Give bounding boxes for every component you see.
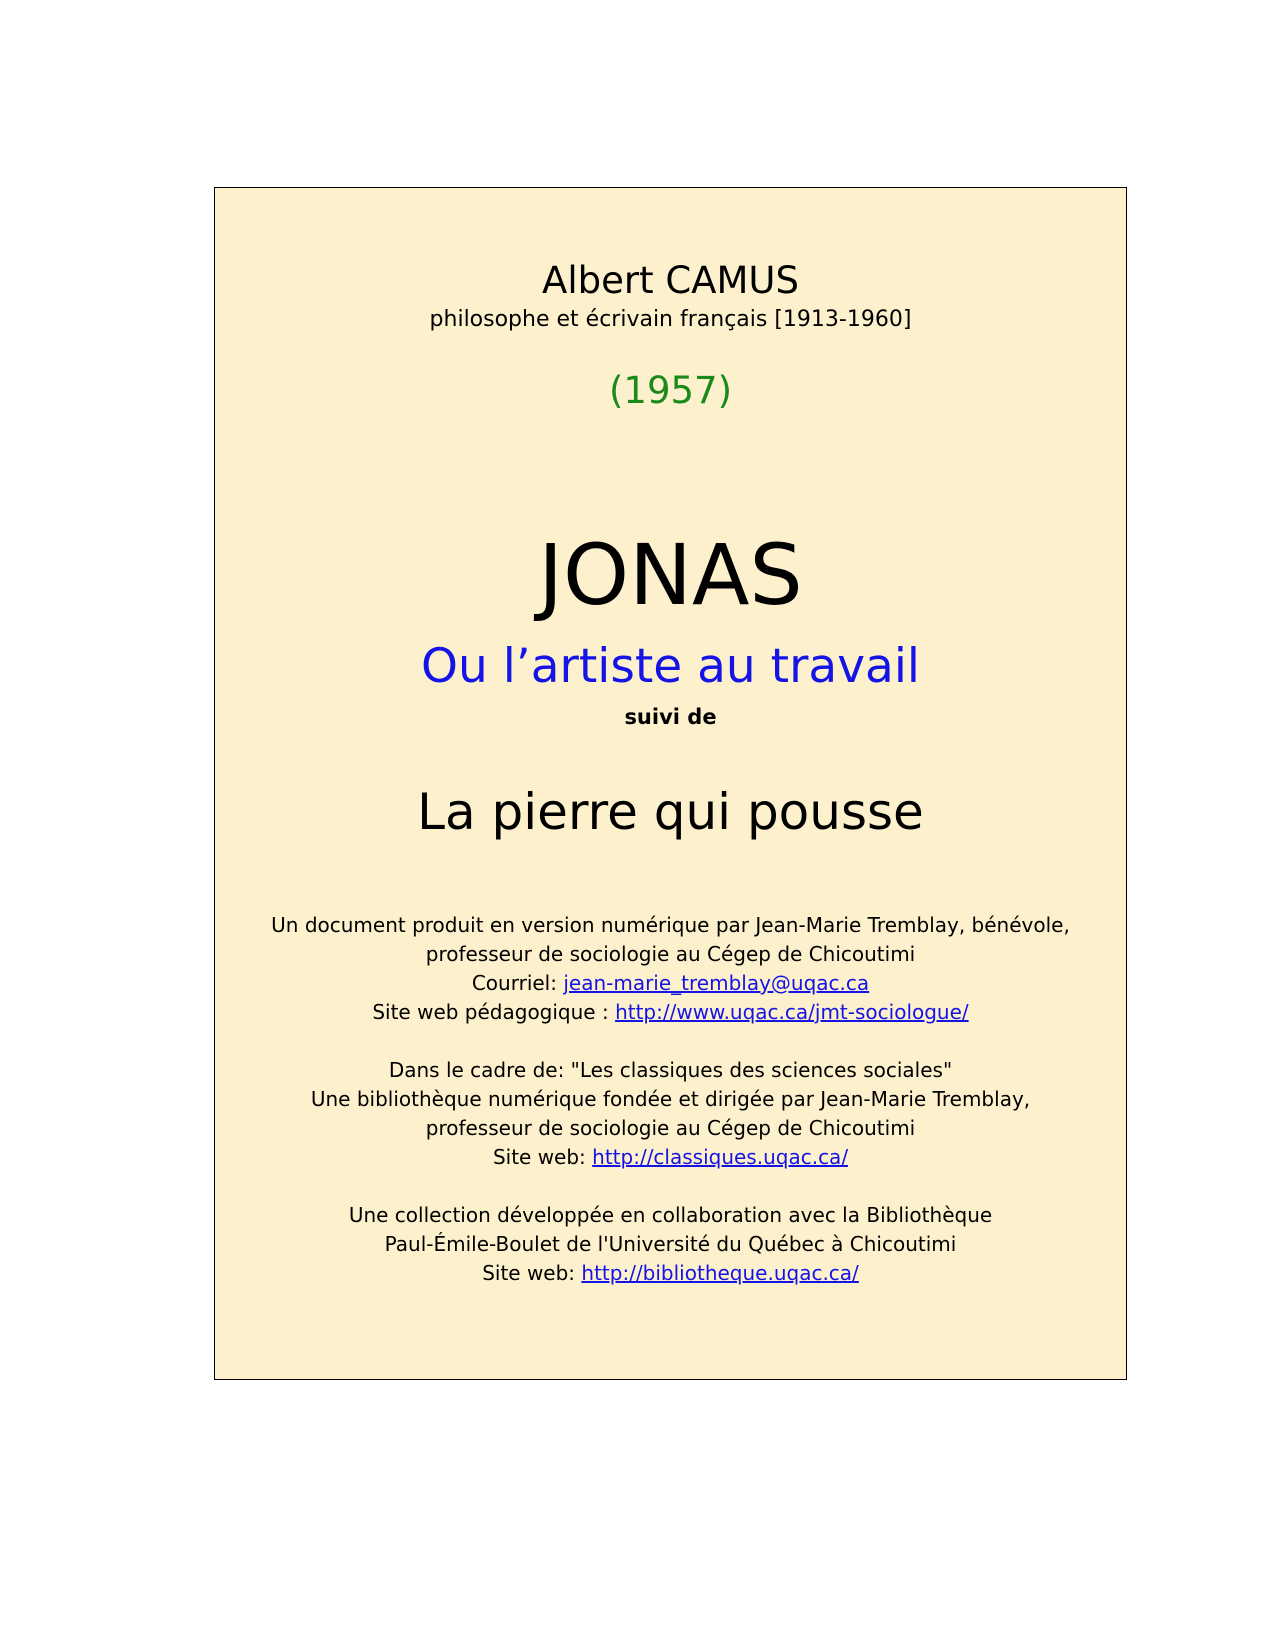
teaching-site-row [215, 998, 1126, 1027]
book-subtitle: Ou l’artiste au travail [421, 639, 920, 694]
library-line: Une bibliothèque numérique fondée et dirigée par Jean-Marie Tremblay, [310, 1087, 1031, 1111]
university-line: Paul-Émile-Boulet de l'Université du Québec à Chicoutimi [384, 1232, 957, 1256]
classiques-site-link[interactable]: http://classiques.uqac.ca/ [592, 1145, 849, 1169]
author-description: philosophe et écrivain français [1913-1960] [429, 307, 912, 332]
library-site-label: Site web: [482, 1261, 582, 1285]
library-site-link[interactable]: http://bibliotheque.uqac.ca/ [581, 1261, 859, 1285]
collection-line: Une collection développée en collaboration avec la Bibliothèque [348, 1203, 993, 1227]
second-title: La pierre qui pousse [417, 783, 924, 841]
title-connector: suivi de [624, 705, 717, 729]
spacer [215, 1027, 1126, 1056]
author-name: Albert CAMUS [542, 259, 799, 302]
publication-year: (1957) [608, 369, 733, 412]
classiques-site-row [215, 1143, 1126, 1172]
teaching-site-label: Site web pédagogique : [372, 1000, 616, 1024]
spacer [215, 1172, 1126, 1201]
cover-page [214, 187, 1127, 1380]
producer-line: Un document produit en version numérique par Jean-Marie Tremblay, bénévole, [271, 913, 1070, 937]
library-role: professeur de sociologie au Cégep de Chicoutimi [425, 1116, 916, 1140]
teaching-site-link[interactable]: http://www.uqac.ca/jmt-sociologue/ [615, 1000, 969, 1024]
classiques-site-label: Site web: [492, 1145, 593, 1169]
framework-line: Dans le cadre de: "Les classiques des sciences sociales" [388, 1058, 953, 1082]
library-site-row [215, 1259, 1126, 1288]
book-title: JONAS [538, 526, 803, 624]
email-label: Courriel: [471, 971, 564, 995]
email-link[interactable]: jean-marie_tremblay@uqac.ca [563, 971, 870, 995]
credits-block [215, 911, 1126, 1288]
producer-role: professeur de sociologie au Cégep de Chicoutimi [425, 942, 916, 966]
email-row [215, 969, 1126, 998]
